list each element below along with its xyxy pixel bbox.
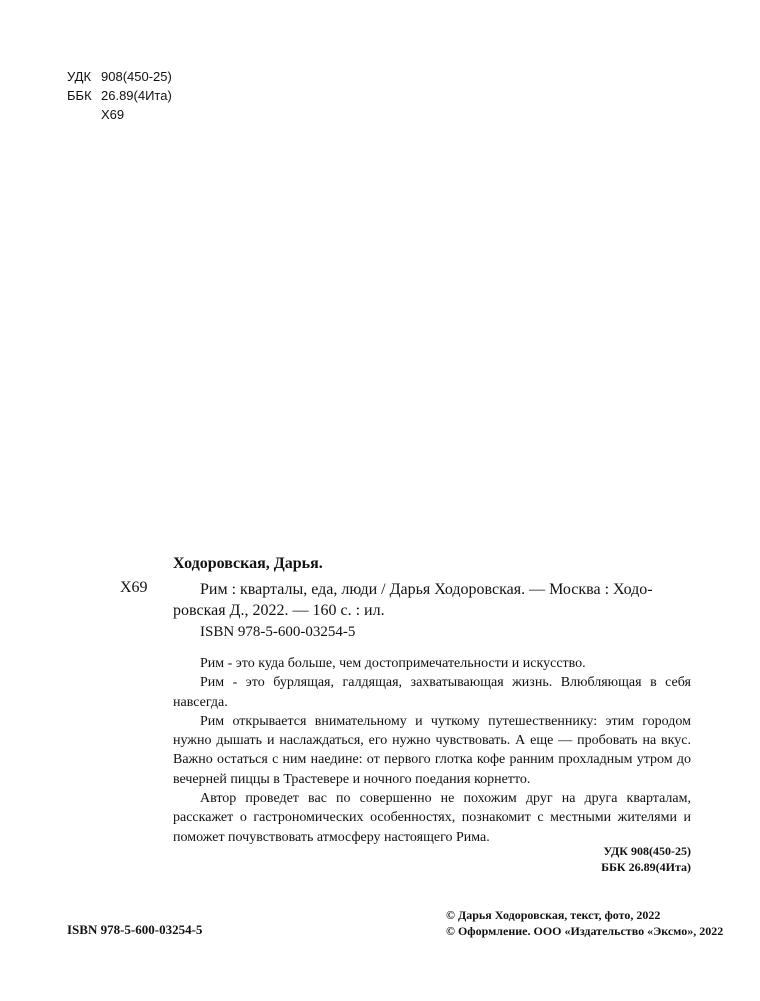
annotation-paragraph: Автор проведет вас по совершенно не похожим друг на друга кварталам, расскажет о гастрономических особенностях, познакомит с местными жителями и поможет почувствовать атмосферу настоящего Рима. (173, 791, 691, 845)
udk-row (67, 67, 172, 86)
copyright-text: © Дарья Ходоровская, текст, фото, 2022 (446, 908, 661, 922)
bbk-value: 26.89(4Ита) (101, 88, 172, 103)
record-title (173, 579, 691, 621)
title-line-1: Рим : кварталы, еда, люди / Дарья Ходоровская. — Москва : Ходо- (200, 581, 653, 598)
record-isbn: ISBN 978-5-600-03254-5 (200, 624, 356, 640)
udk-value: 908(450-25) (101, 69, 172, 84)
bbk-code: ББК 26.89(4Ита) (601, 860, 691, 874)
annotation-paragraph: Рим открывается внимательному и чуткому путешественнику: этим городом нужно дышать и наслаждаться, его нужно чувствовать. А еще — пробовать на вкус. Важно остаться с ним наедине: от первого глотка кофе ранним прохладным утром до вечерней пиццы в Трастевере и ночного поедания корнетто. (173, 713, 691, 787)
record-author-mark: Х69 (120, 579, 148, 596)
footer-isbn: ISBN 978-5-600-03254-5 (67, 922, 203, 937)
annotation-paragraph: Рим - это бурлящая, галдящая, захватывающая жизнь. Влюбляющая в себя навсегда. (173, 675, 691, 710)
annotation (173, 654, 691, 847)
classification-header (67, 67, 172, 124)
copyright-block (446, 908, 723, 939)
bbk-label: ББК (67, 88, 92, 103)
udk-label: УДК (67, 69, 92, 84)
bbk-row (67, 86, 172, 105)
classification-footer (601, 843, 691, 875)
record-author: Ходоровская, Дарья. (173, 555, 323, 572)
title-line-2: ровская Д., 2022. — 160 с. : ил. (173, 602, 385, 619)
annotation-paragraph: Рим - это куда больше, чем достопримечательности и искусство. (200, 656, 586, 671)
copyright-design: © Оформление. ООО «Издательство «Эксмо», 2022 (446, 923, 724, 938)
author-mark: Х69 (101, 107, 125, 122)
author-mark-row (67, 105, 172, 124)
udk-code: УДК 908(450-25) (603, 844, 691, 858)
